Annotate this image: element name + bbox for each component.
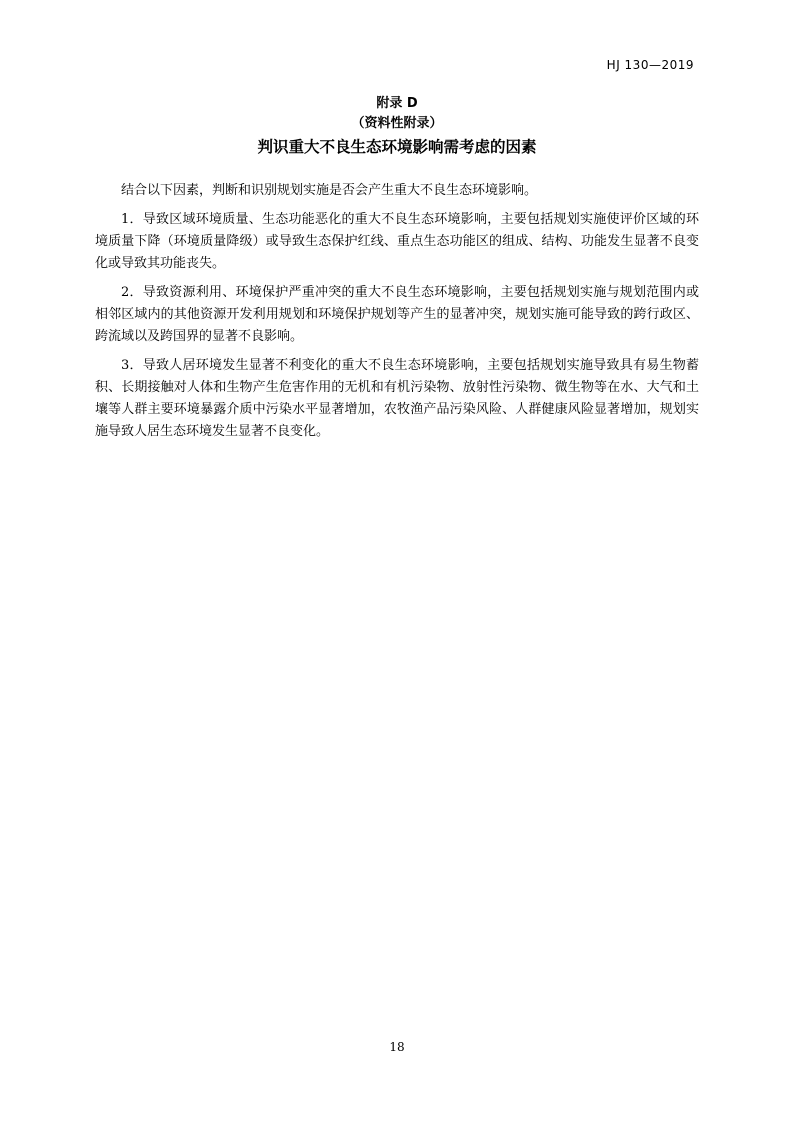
factor-paragraph-1: 1．导致区域环境质量、生态功能恶化的重大不良生态环境影响，主要包括规划实施使评价区域的环境质量下降（环境质量降级）或导致生态保护红线、重点生态功能区的组成、结构、功能发生显著不良变化或导致其功能丧失。 [95,212,699,271]
standard-code: HJ 130—2019 [606,58,694,72]
appendix-label: 附录 D [376,96,418,111]
intro-paragraph: 结合以下因素，判断和识别规划实施是否会产生重大不良生态环境影响。 [121,183,538,198]
page-number: 18 [389,1040,405,1054]
factor-paragraph-2: 2．导致资源利用、环境保护严重冲突的重大不良生态环境影响，主要包括规划实施与规划范围内或相邻区域内的其他资源开发利用规划和环境保护规划等产生的显著冲突，规划实施可能导致的跨行政区、跨流域以及跨国界的显著不良影响。 [95,285,699,344]
appendix-title: 判识重大不良生态环境影响需考虑的因素 [257,138,537,156]
factor-paragraph-3: 3．导致人居环境发生显著不利变化的重大不良生态环境影响，主要包括规划实施导致具有易生物蓄积、长期接触对人体和生物产生危害作用的无机和有机污染物、放射性污染物、微生物等在水、大气和土壤等人群主要环境暴露介质中污染水平显著增加，农牧渔产品污染风险、人群健康风险显著增加，规划实施导致人居生态环境发生显著不良变化。 [95,358,699,439]
appendix-nature: （资料性附录） [351,116,443,131]
appendix-heading [0,94,794,160]
document-body [95,180,699,450]
